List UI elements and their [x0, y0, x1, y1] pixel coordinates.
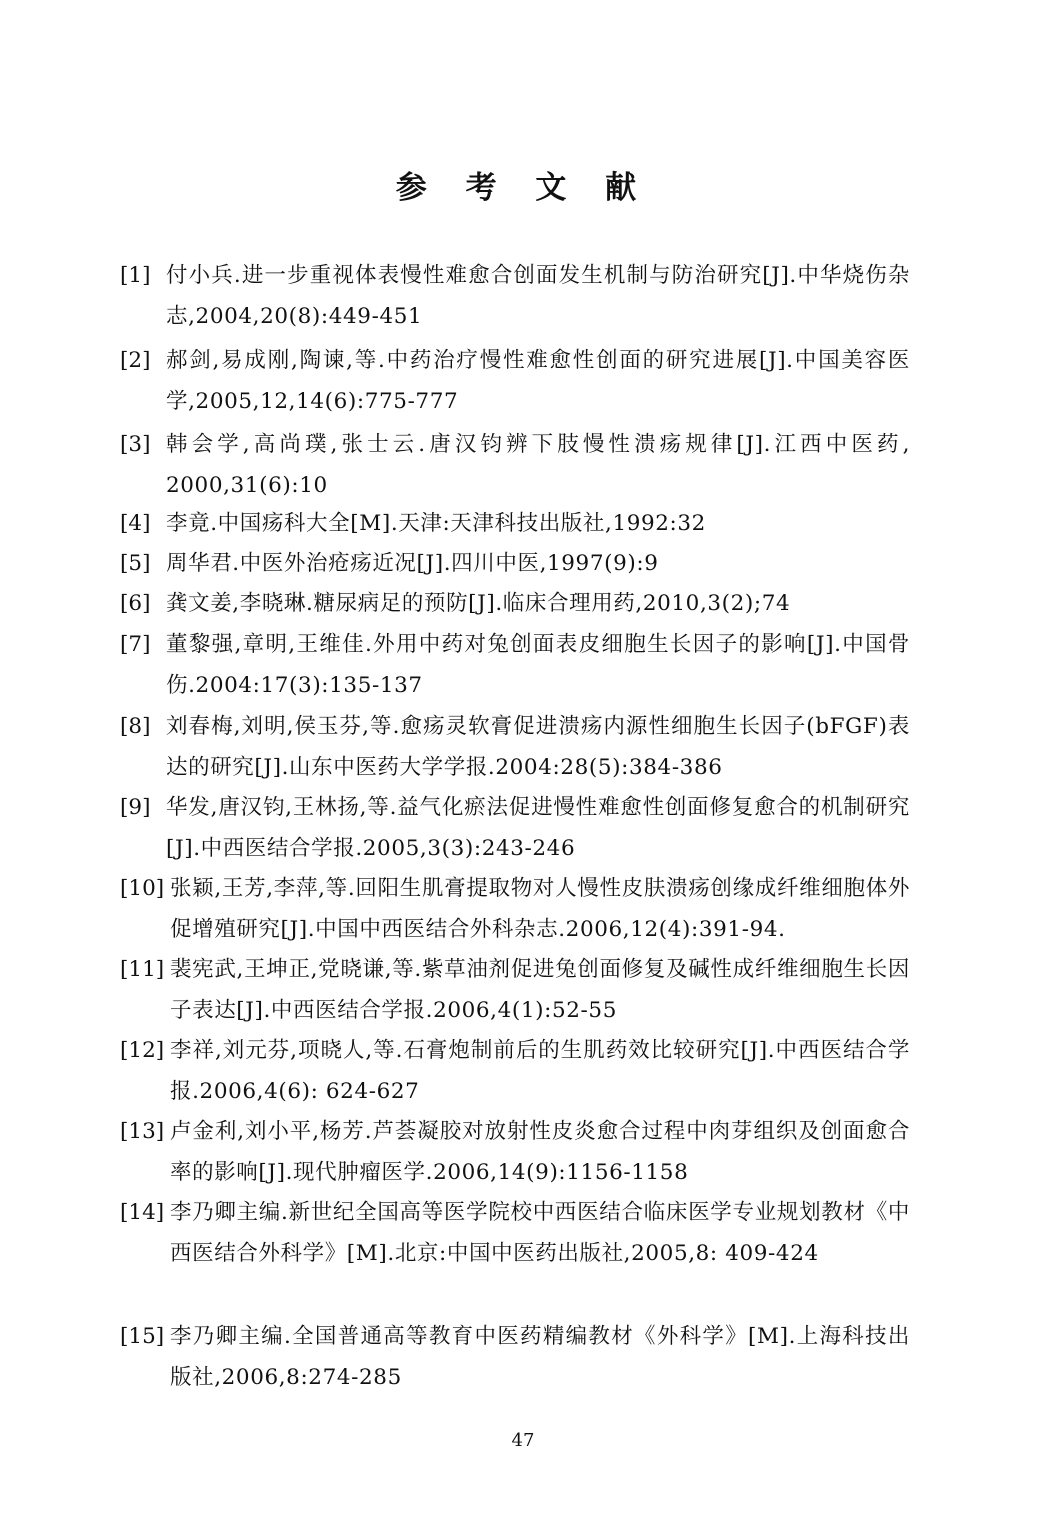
reference-item [120, 869, 910, 950]
reference-item [120, 1112, 910, 1193]
reference-text: 李乃卿主编.全国普通高等教育中医药精编教材《外科学》[M].上海科技出版社,2006,8:274-285 [170, 1324, 910, 1390]
reference-number: [1] [120, 263, 151, 288]
reference-text: 裴宪武,王坤正,党晓谦,等.紫草油剂促进兔创面修复及碱性成纤维细胞生长因子表达[J].中西医结合学报.2006,4(1):52-55 [170, 957, 910, 1023]
reference-number: [3] [120, 432, 151, 457]
reference-item [120, 584, 910, 625]
reference-number: [5] [120, 551, 151, 576]
reference-item [120, 950, 910, 1031]
reference-text: 李乃卿主编.新世纪全国高等医学院校中西医结合临床医学专业规划教材《中西医结合外科学》[M].北京:中国中医药出版社,2005,8: 409-424 [170, 1200, 910, 1266]
reference-item [120, 256, 910, 337]
reference-number: [13] [120, 1119, 165, 1144]
reference-item [120, 788, 910, 869]
page-title: 参 考 文 献 [395, 170, 651, 206]
reference-number: [14] [120, 1200, 165, 1225]
reference-item [120, 707, 910, 788]
reference-text: 张颖,王芳,李萍,等.回阳生肌膏提取物对人慢性皮肤溃疡创缘成纤维细胞体外促增殖研究[J].中国中西医结合外科杂志.2006,12(4):391-94. [170, 876, 910, 942]
reference-number: [4] [120, 511, 151, 536]
page-number: 47 [511, 1430, 535, 1451]
reference-number: [15] [120, 1324, 165, 1349]
reference-text: 刘春梅,刘明,侯玉芬,等.愈疡灵软膏促进溃疡内源性细胞生长因子(bFGF)表达的研究[J].山东中医药大学学报.2004:28(5):384-386 [166, 714, 910, 780]
reference-text: 韩会学,高尚璞,张士云.唐汉钧辨下肢慢性溃疡规律[J].江西中医药, 2000,31(6):10 [166, 432, 910, 498]
reference-number: [10] [120, 876, 165, 901]
reference-item [120, 425, 910, 506]
reference-item [120, 1317, 910, 1398]
reference-text: 付小兵.进一步重视体表慢性难愈合创面发生机制与防治研究[J].中华烧伤杂志,2004,20(8):449-451 [166, 263, 910, 329]
reference-text: 董黎强,章明,王维佳.外用中药对兔创面表皮细胞生长因子的影响[J].中国骨伤.2004:17(3):135-137 [166, 632, 910, 698]
reference-text: 华发,唐汉钧,王林扬,等.益气化瘀法促进慢性难愈性创面修复愈合的机制研究[J].中西医结合学报.2005,3(3):243-246 [166, 795, 910, 861]
reference-number: [12] [120, 1038, 165, 1063]
reference-item [120, 625, 910, 706]
reference-text: 李祥,刘元芬,项晓人,等.石膏炮制前后的生肌药效比较研究[J].中西医结合学报.2006,4(6): 624-627 [170, 1038, 910, 1104]
reference-number: [8] [120, 714, 151, 739]
reference-item [120, 1193, 910, 1274]
reference-item [120, 341, 910, 422]
reference-number: [9] [120, 795, 151, 820]
reference-text: 郝剑,易成刚,陶谏,等.中药治疗慢性难愈性创面的研究进展[J].中国美容医学,2005,12,14(6):775-777 [166, 348, 910, 414]
reference-text: 李竟.中国疡科大全[M].天津:天津科技出版社,1992:32 [166, 511, 706, 536]
reference-text: 龚文姜,李晓琳.糖尿病足的预防[J].临床合理用药,2010,3(2);74 [166, 591, 791, 616]
reference-item [120, 1031, 910, 1112]
reference-item [120, 544, 910, 585]
reference-item [120, 504, 910, 545]
reference-text: 卢金利,刘小平,杨芳.芦荟凝胶对放射性皮炎愈合过程中肉芽组织及创面愈合率的影响[J].现代肿瘤医学.2006,14(9):1156-1158 [170, 1119, 910, 1185]
reference-text: 周华君.中医外治疮疡近况[J].四川中医,1997(9):9 [166, 551, 659, 576]
reference-number: [2] [120, 348, 151, 373]
reference-number: [7] [120, 632, 151, 657]
reference-number: [11] [120, 957, 165, 982]
reference-number: [6] [120, 591, 151, 616]
